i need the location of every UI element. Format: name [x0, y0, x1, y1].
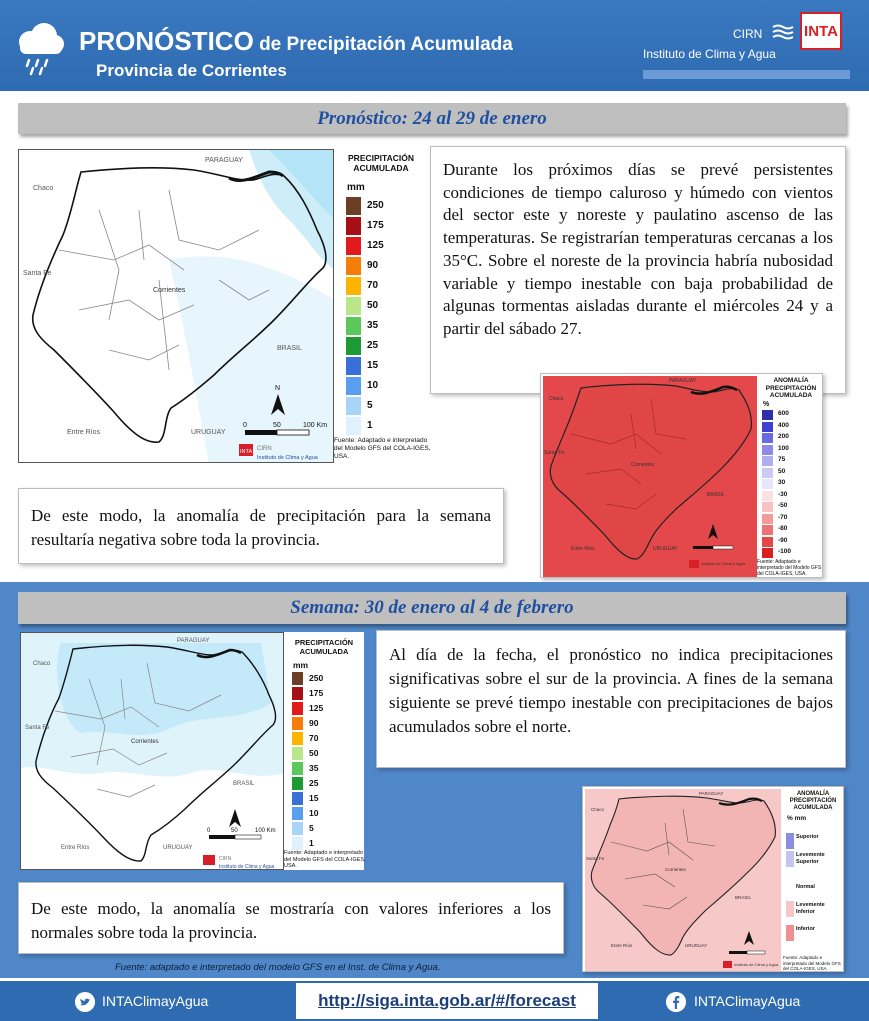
forecast-text-week2: Al día de la fecha, el pronóstico no indica precipitaciones significativas sobre el sur de la provincia. A fines de la semana siguiente se prevé tiempo inestable con precipitaciones de bajos acumulados sobre el norte. [376, 630, 846, 768]
map-label-uruguay: URUGUAY [191, 429, 226, 436]
scale-bar-white [235, 835, 261, 839]
legend-unit: mm [293, 660, 309, 670]
institute-mini-label: Instituto de Clima y Agua [257, 455, 318, 461]
scale-end: 100 Km [255, 828, 276, 834]
anom-legend-unit: % [763, 401, 770, 408]
scale-bar-white [713, 546, 733, 549]
legend-swatch [346, 317, 361, 335]
inta-logo: INTA [800, 12, 842, 50]
legend-value: 175 [367, 220, 384, 231]
cirn-label: CIRN [733, 27, 763, 41]
footer-bar [0, 981, 869, 1021]
legend-swatch [762, 456, 773, 466]
title-sub: de Precipitación Acumulada [253, 34, 513, 55]
precip-legend-week2 [284, 632, 364, 870]
anom-label-corrientes: Corrientes [631, 462, 655, 468]
legend-swatch [346, 357, 361, 375]
scale-zero: 0 [207, 828, 211, 834]
legend-value: 35 [367, 320, 379, 331]
anom-label-brasil: BRASIL [707, 492, 725, 498]
anom-label-santafe: Santa Fe [544, 450, 565, 456]
map-label-paraguay: PARAGUAY [205, 157, 243, 164]
anomaly-note-week1: De este modo, la anomalía de precipitación para la semana resultaría negativa sobre toda la provincia. [18, 488, 504, 564]
anom-category-swatch [786, 925, 794, 941]
legend-swatch [762, 514, 773, 524]
svg-text:N: N [275, 385, 281, 392]
legend-value: 600 [778, 410, 789, 417]
forecast-url-link[interactable]: http://siga.inta.gob.ar/#/forecast [296, 983, 598, 1019]
legend-value: -80 [778, 525, 788, 532]
svg-text:INTA: INTA [240, 449, 253, 455]
anom-category-label: Levemente Superior [796, 852, 825, 865]
legend-swatch [762, 468, 773, 478]
page-subtitle: Provincia de Corrientes [96, 61, 287, 80]
legend-value: 250 [367, 200, 384, 211]
legend-value: 90 [309, 718, 319, 728]
legend-swatch [292, 672, 303, 685]
scale-end: 100 Km [303, 422, 328, 429]
institute-name: Instituto de Clima y Agua [643, 47, 776, 61]
section-week1 [0, 91, 869, 582]
anom-legend-unit: % mm [787, 815, 807, 822]
legend-swatch [292, 702, 303, 715]
anom-legend-title: ANOMALÍA PRECIPITACIÓN ACUMULADA [789, 791, 837, 811]
facebook-handle[interactable]: INTAClimayAgua [694, 993, 801, 1009]
facebook-icon[interactable] [666, 992, 686, 1012]
header-accent-bar [643, 70, 850, 79]
legend-swatch [762, 433, 773, 443]
inta-mini-logo [203, 855, 215, 865]
legend-value: 70 [309, 733, 319, 743]
legend-swatch [346, 237, 361, 255]
legend-swatch [292, 807, 303, 820]
anom-label-uruguay: URUGUAY [685, 943, 708, 948]
legend-swatch [292, 717, 303, 730]
legend-swatch [292, 747, 303, 760]
anom-label-chaco: Chaco [549, 396, 564, 402]
legend-swatch [346, 197, 361, 215]
scale-bar-white [277, 430, 309, 435]
map-label-brasil: BRASIL [277, 345, 302, 352]
legend-value: 50 [367, 300, 379, 311]
legend-value: 5 [367, 400, 373, 411]
legend-value: 15 [367, 360, 379, 371]
legend-swatch [346, 257, 361, 275]
inta-mini-logo [689, 560, 699, 568]
scale-bar-white [747, 951, 765, 954]
legend-value: 250 [309, 673, 324, 683]
legend-value: -90 [778, 536, 788, 544]
precip-map-week1 [18, 149, 334, 463]
legend-value: 5 [309, 823, 314, 833]
inta-mini-logo [723, 961, 732, 968]
scale-bar [729, 951, 747, 954]
anom-legend-source: Fuente: Adaptado e interpretado del Modelo GFS del COLA-IGES, USA. [783, 955, 841, 971]
anom-label-corrientes: Corrientes [665, 867, 686, 872]
legend-swatch [762, 445, 773, 455]
legend-swatch [762, 525, 773, 535]
map-label-paraguay: PARAGUAY [177, 638, 210, 644]
map-label-santafe: Santa Fe [25, 725, 50, 731]
legend-swatch [292, 762, 303, 775]
anom-label-paraguay: PARAGUAY [699, 791, 724, 796]
anom-label-chaco: Chaco [591, 807, 605, 812]
map-label-corrientes: Corrientes [153, 287, 186, 294]
anom-legend-title: ANOMALÍA PRECIPITACIÓN ACUMULADA [765, 377, 817, 399]
anom-label-entrerios: Entre Ríos [571, 546, 595, 552]
legend-swatch [346, 397, 361, 415]
source-footnote: Fuente: adaptado e interpretado del modelo GFS en el Inst. de Clima y Agua. [115, 962, 441, 973]
footer [0, 978, 869, 1021]
map-label-entrerios: Entre Ríos [67, 429, 101, 436]
section-banner-week2: Semana: 30 de enero al 4 de febrero [18, 592, 846, 624]
twitter-icon[interactable] [75, 992, 95, 1012]
cirn-mini-label: CIRN [219, 856, 232, 862]
anom-category-label: Normal [796, 884, 815, 890]
scale-bar-black [245, 430, 277, 435]
anom-label-brasil: BRASIL [735, 895, 752, 900]
map-label-corrientes: Corrientes [131, 739, 159, 745]
legend-swatch [346, 377, 361, 395]
anom-category-label: Levemente Inferior [796, 902, 825, 915]
legend-value: -100 [778, 548, 792, 555]
section-week2 [0, 582, 869, 978]
legend-value: 10 [367, 380, 379, 391]
legend-value: 125 [367, 240, 384, 251]
anom-label-entrerios: Entre Ríos [611, 943, 633, 948]
legend-unit: mm [347, 182, 365, 193]
legend-title: PRECIPITACIÓN ACUMULADA [294, 638, 354, 656]
legend-swatch [292, 822, 303, 835]
anom-label-paraguay: PARAGUAY [669, 378, 697, 384]
header-banner [0, 0, 869, 91]
rain-cloud-icon [14, 20, 66, 76]
legend-value: 10 [309, 808, 319, 818]
legend-source: Fuente: Adaptado e interpretado del Modelo GFS del COLA-IGES, USA. [334, 437, 431, 460]
anomaly-note-week2: De este modo, la anomalía se mostraría con valores inferiores a los normales sobre toda la provincia. [18, 882, 564, 954]
page-title [79, 26, 513, 57]
legend-swatch [292, 837, 303, 850]
anom-category-swatch [786, 833, 794, 849]
legend-value: 25 [309, 778, 319, 788]
anom-label-santafe: Santa Fe [586, 856, 605, 861]
legend-swatch [292, 792, 303, 805]
legend-value: 200 [778, 433, 789, 440]
legend-swatch [762, 422, 773, 432]
legend-swatch [292, 777, 303, 790]
legend-swatch [292, 732, 303, 745]
forecast-text-week1: Durante los próximos días se prevé persistentes condiciones de tiempo caluroso y húmedo con vientos del sector este y noreste y paulatino ascenso de las temperaturas. Se registrarían temperaturas cercanas a los 35°C. Sobre el noreste de la provincia habría nubosidad variable y tiempo inestable con baja probabilidad de algunas tormentas aisladas durante el miércoles 24 y a partir del sábado 27. [430, 146, 846, 394]
legend-value: 1 [367, 420, 373, 431]
anomaly-map-week1 [540, 373, 823, 578]
legend-value: -70 [778, 513, 788, 521]
legend-swatch [346, 277, 361, 295]
institute-mini-label: Instituto de Clima y Agua [219, 864, 275, 870]
legend-value: 175 [309, 688, 324, 698]
legend-value: 90 [367, 260, 379, 271]
cirn-logo-icon [772, 24, 794, 42]
anomaly-map-week2 [582, 786, 844, 972]
anom-category-label: Inferior [796, 926, 815, 932]
legend-value: 35 [309, 763, 319, 773]
institute-mini-label: Instituto de Clima y Agua [734, 962, 779, 967]
legend-value: 1 [309, 838, 314, 848]
scale-mid: 50 [231, 828, 238, 834]
twitter-handle[interactable]: INTAClimayAgua [102, 993, 209, 1009]
map-label-chaco: Chaco [33, 185, 54, 192]
legend-value: -30 [778, 490, 788, 498]
legend-source: Fuente: Adaptado e interpretado del Modelo GFS del COLA-IGES, USA. [284, 850, 366, 869]
anom-category-swatch [786, 901, 794, 917]
legend-value: 25 [367, 340, 379, 351]
legend-swatch [346, 417, 361, 435]
legend-swatch [762, 410, 773, 420]
legend-value: 50 [778, 467, 786, 475]
legend-value: -50 [778, 502, 788, 509]
anom-legend-source: Fuente: Adaptado e interpretado del Modelo GFS del COLA-IGES, USA. [757, 559, 822, 577]
legend-value: 30 [778, 479, 786, 486]
precip-map-week2 [20, 632, 284, 870]
legend-value: 50 [309, 748, 319, 758]
legend-swatch [762, 537, 773, 547]
precip-legend-week1 [334, 149, 430, 463]
map-label-chaco: Chaco [33, 661, 51, 667]
legend-value: 400 [778, 421, 789, 429]
scale-mid: 50 [273, 422, 281, 429]
legend-value: 70 [367, 280, 379, 291]
anom-category-swatch [786, 851, 794, 867]
legend-swatch [762, 548, 773, 558]
legend-swatch [346, 297, 361, 315]
legend-value: 125 [309, 703, 324, 713]
legend-swatch [346, 337, 361, 355]
map-label-uruguay: URUGUAY [163, 845, 193, 851]
anom-category-swatch [786, 883, 794, 891]
precip-map-canvas [19, 150, 334, 463]
anom-label-uruguay: URUGUAY [653, 546, 678, 552]
scale-bar [693, 546, 713, 549]
legend-title: PRECIPITACIÓN ACUMULADA [348, 153, 414, 173]
map-label-santafe: Santa Fe [23, 270, 52, 277]
scale-zero: 0 [243, 422, 247, 429]
scale-bar [209, 835, 235, 839]
legend-swatch [346, 217, 361, 235]
anom-category-label: Superior [796, 834, 819, 840]
legend-value: 100 [778, 444, 789, 452]
section-banner-week1: Pronóstico: 24 al 29 de enero [18, 103, 846, 134]
legend-swatch [762, 502, 773, 512]
map-label-entrerios: Entre Ríos [61, 845, 90, 851]
precip-map-canvas [21, 633, 284, 870]
cirn-mini-label: CIRN [257, 446, 272, 452]
legend-swatch [762, 479, 773, 489]
institute-mini-label: Instituto de Clima y Agua [701, 561, 746, 566]
legend-value: 15 [309, 793, 319, 803]
title-main: PRONÓSTICO [79, 26, 254, 56]
legend-swatch [292, 687, 303, 700]
map-label-brasil: BRASIL [233, 781, 255, 787]
legend-swatch [762, 491, 773, 501]
legend-value: 75 [778, 456, 786, 463]
